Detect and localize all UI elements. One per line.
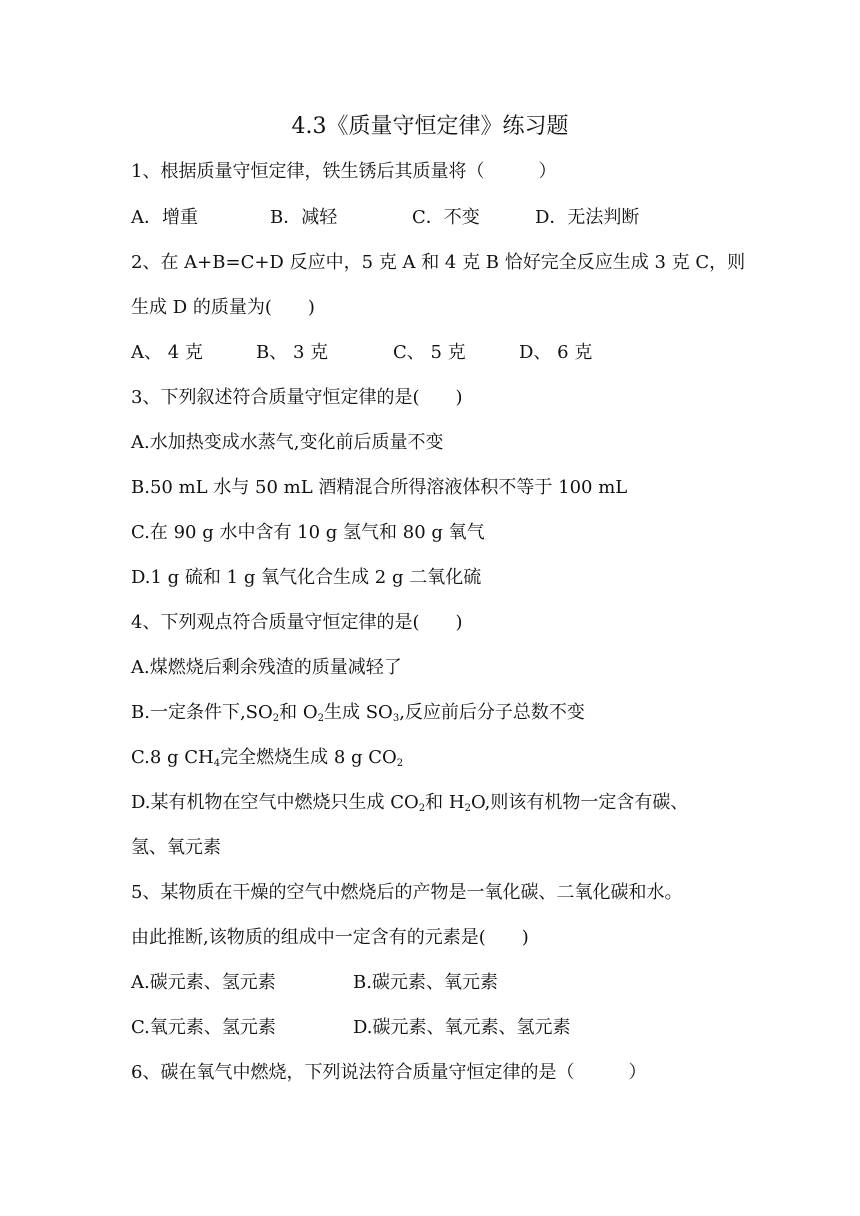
q1-option-a: A．增重 xyxy=(131,207,198,228)
question-6-stem: 6、碳在氧气中燃烧，下列说法符合质量守恒定律的是（ ） xyxy=(131,1062,647,1083)
question-5-stem-line1: 5、某物质在干燥的空气中燃烧后的产物是一氧化碳、二氧化碳和水。 xyxy=(131,882,683,903)
question-1-stem: 1、根据质量守恒定律，铁生锈后其质量将（ ） xyxy=(131,161,557,182)
question-2-stem-line1: 2、在 A+B=C+D 反应中，5 克 A 和 4 克 B 恰好完全反应生成 3 克 C，则 xyxy=(131,252,746,273)
q4-option-d: D.某有机物在空气中燃烧只生成 $CO_2$和 $H_2O$,则该有机物一定含有碳、 xyxy=(131,792,689,814)
q2-option-d: D、 6 克 xyxy=(519,342,593,363)
q5-option-c: C.氧元素、氢元素 xyxy=(131,1017,276,1038)
q5-option-b: B.碳元素、氧元素 xyxy=(353,972,498,993)
q2-option-a: A、 4 克 xyxy=(131,342,203,363)
page-title: 4.3《质量守恒定律》练习题 xyxy=(291,114,569,139)
q1-option-c: C．不变 xyxy=(412,207,480,228)
q1-option-d: D．无法判断 xyxy=(535,207,640,228)
q5-option-d: D.碳元素、氧元素、氢元素 xyxy=(353,1017,571,1038)
question-2-stem-line2: 生成 D 的质量为( ) xyxy=(131,297,315,318)
q4-option-b: B.一定条件下$,SO_2$和 $O_2$生成 $SO_3$,反应前后分子总数不变 xyxy=(131,702,585,724)
q5-option-a: A.碳元素、氢元素 xyxy=(131,972,276,993)
q3-option-b: B.50 mL 水与 50 mL 酒精混合所得溶液体积不等于 100 mL xyxy=(131,477,628,498)
q2-option-c: C、 5 克 xyxy=(393,342,466,363)
q2-option-b: B、 3 克 xyxy=(256,342,329,363)
q1-option-b: B．减轻 xyxy=(270,207,338,228)
q4-option-a: A.煤燃烧后剩余残渣的质量减轻了 xyxy=(131,657,402,678)
q4-option-d-line2: 氢、氧元素 xyxy=(131,837,221,858)
q3-option-d: D.1 g 硫和 1 g 氧气化合生成 2 g 二氧化硫 xyxy=(131,567,482,588)
q3-option-a: A.水加热变成水蒸气,变化前后质量不变 xyxy=(131,432,444,453)
question-5-stem-line2: 由此推断,该物质的组成中一定含有的元素是( ) xyxy=(131,927,529,948)
q4-option-c: C.8 g $CH_4$完全燃烧生成 8 g $CO_2$ xyxy=(131,747,404,769)
question-3-stem: 3、下列叙述符合质量守恒定律的是( ) xyxy=(131,387,463,408)
q3-option-c: C.在 90 g 水中含有 10 g 氢气和 80 g 氧气 xyxy=(131,522,485,543)
question-4-stem: 4、下列观点符合质量守恒定律的是( ) xyxy=(131,612,463,633)
